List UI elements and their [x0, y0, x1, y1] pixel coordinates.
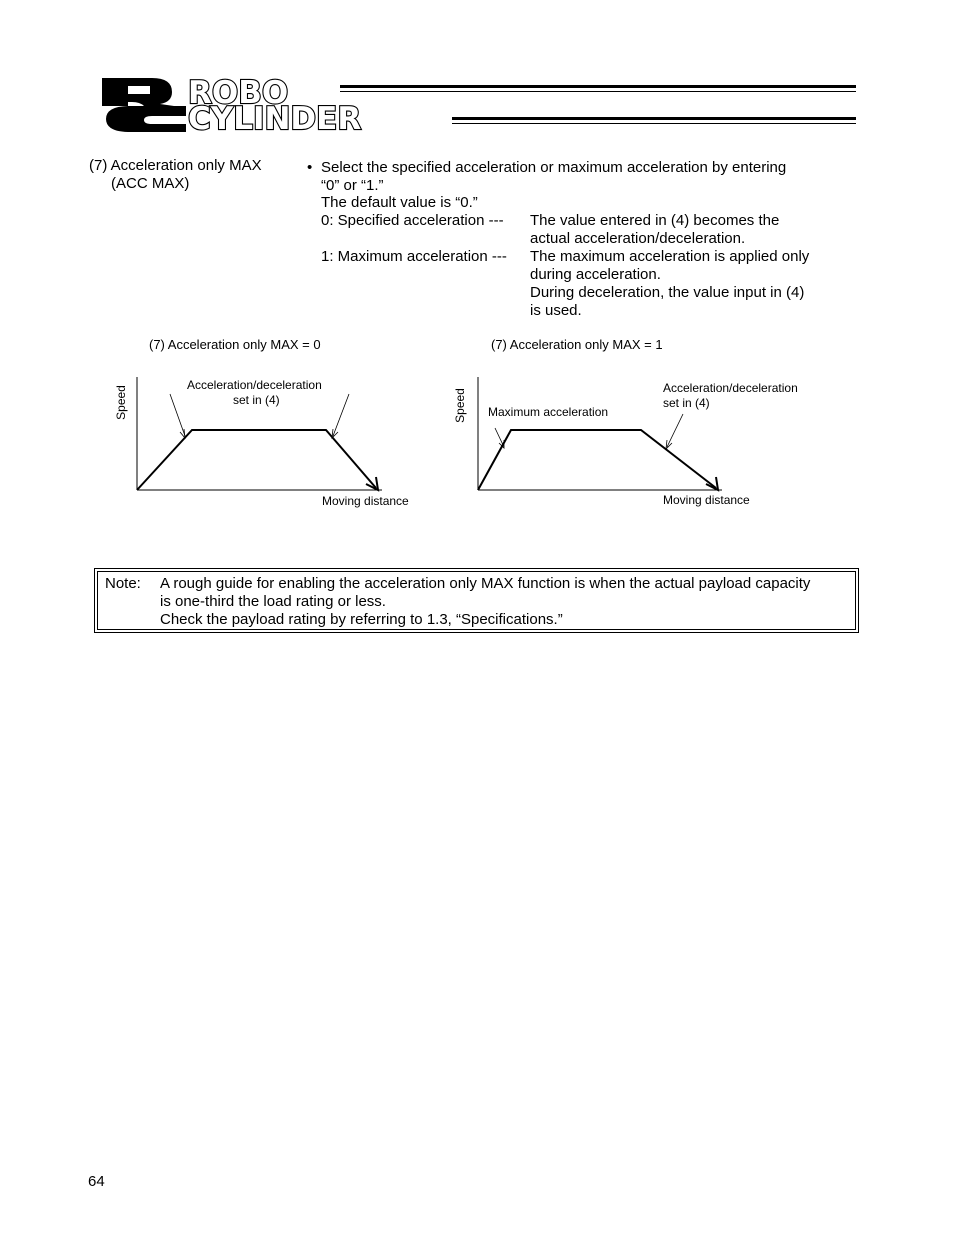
option-1-label: 1: Maximum acceleration --- — [321, 248, 507, 265]
header-rule-top — [340, 85, 856, 92]
diagram-right-plot — [470, 372, 770, 502]
option-0-label: 0: Specified acceleration --- — [321, 212, 504, 229]
diagram-right-leader-decel-head — [666, 440, 672, 449]
diagram-left-y-label: Speed — [113, 385, 128, 420]
diagram-right-annotation: Acceleration/deceleration — [663, 381, 798, 395]
diagram-right-annotation-max: Maximum acceleration — [488, 405, 609, 419]
desc-line3: The default value is “0.” — [321, 194, 478, 211]
diagram-left-leader-accel-head — [180, 429, 185, 438]
param-name-sub: (ACC MAX) — [111, 175, 190, 192]
header-rule-bottom — [452, 117, 856, 124]
rc-logo-mark — [100, 76, 186, 132]
diagram-right-caption: (7) Acceleration only MAX = 1 — [491, 337, 663, 352]
diagram-right-leader-decel — [667, 414, 683, 447]
option-1-text-4: is used. — [530, 302, 582, 319]
bullet: • — [307, 159, 313, 176]
option-0-text-2: actual acceleration/deceleration. — [530, 230, 746, 247]
option-1-text-2: during acceleration. — [530, 266, 661, 283]
diagram-right-arrowhead — [706, 477, 718, 490]
diagram-left-leader-accel — [170, 394, 185, 436]
diagram-left-annotation: Acceleration/deceleration — [187, 378, 322, 392]
diagram-right-x-label: Moving distance — [663, 493, 750, 507]
note-label: Note: — [105, 575, 141, 592]
logo — [100, 75, 860, 137]
note-line1: A rough guide for enabling the acceleration only MAX function is when the actual payload capacity — [160, 575, 811, 592]
desc-line2: “0” or “1.” — [321, 177, 384, 194]
diagram-left-x-label: Moving distance — [322, 494, 409, 508]
logo-text-robo: ROBO — [188, 75, 289, 111]
diagram-left-plot — [130, 372, 430, 502]
diagram-left-leader-decel — [333, 394, 349, 436]
diagram-right-annotation-2: set in (4) — [663, 396, 710, 410]
note-line2: is one-third the load rating or less. — [160, 593, 386, 610]
param-name: (7) Acceleration only MAX — [89, 157, 262, 174]
diagram-right-y-label: Speed — [452, 388, 467, 423]
option-1-text: The maximum acceleration is applied only — [530, 248, 810, 265]
logo-text-cylinder: CYLINDER — [188, 101, 362, 137]
diagram-left-speed-profile — [137, 430, 376, 490]
option-1-text-3: During deceleration, the value input in (4) — [530, 284, 805, 301]
diagram-right-leader-max — [495, 428, 504, 447]
diagram-left-annotation-2: set in (4) — [233, 393, 280, 407]
option-0-text: The value entered in (4) becomes the — [530, 212, 780, 229]
note-line3: Check the payload rating by referring to 1.3, “Specifications.” — [160, 611, 563, 628]
desc-line1: Select the specified acceleration or maximum acceleration by entering — [321, 159, 787, 176]
diagram-left-caption: (7) Acceleration only MAX = 0 — [149, 337, 321, 352]
page-number: 64 — [88, 1173, 105, 1190]
diagram-right-speed-profile — [478, 430, 716, 490]
